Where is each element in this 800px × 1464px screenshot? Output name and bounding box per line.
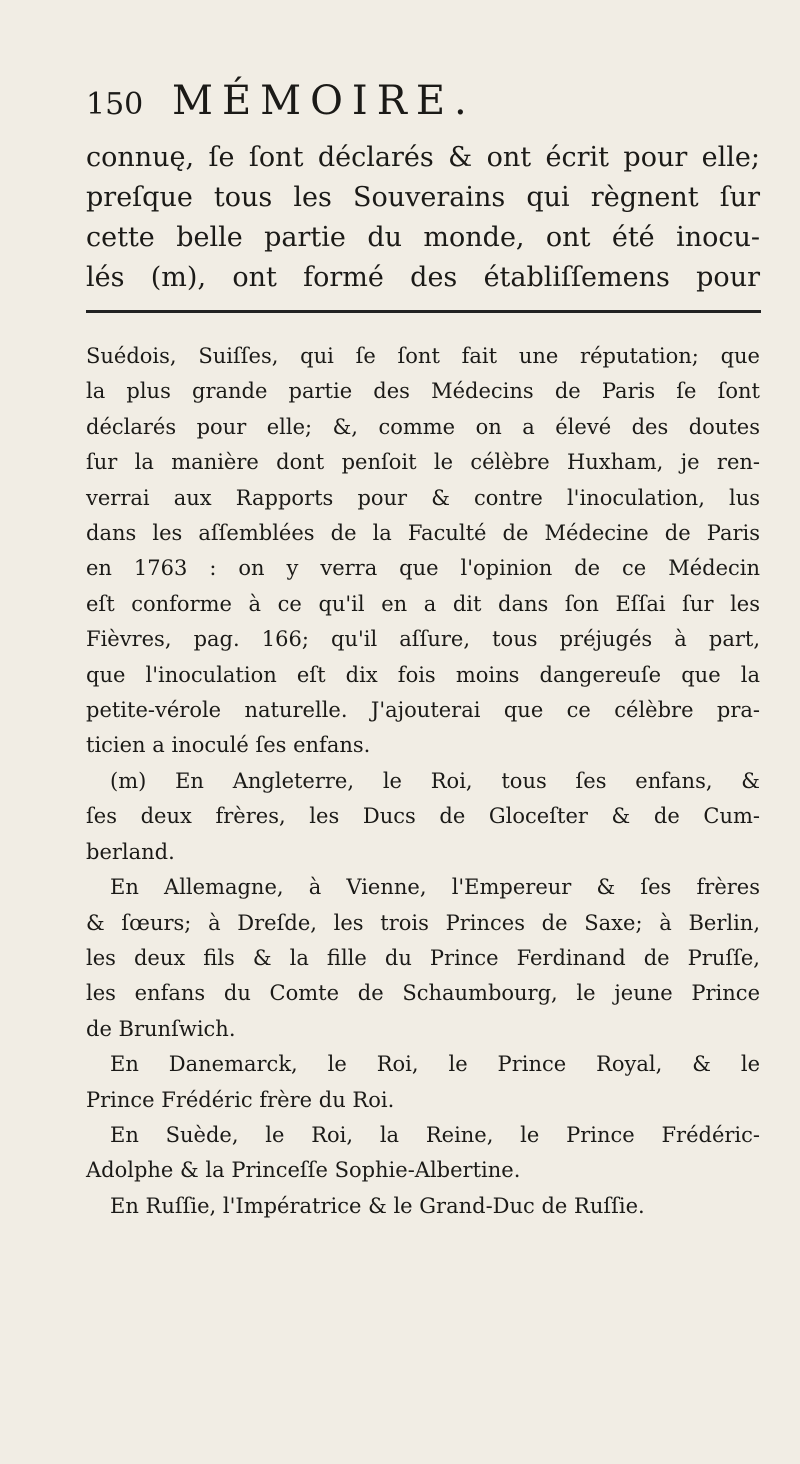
note-line: En Allemagne, à Vienne, l'Empereur & ſes frères [110, 875, 760, 900]
running-title: MÉMOIRE. [172, 78, 476, 124]
note-line: En Suède, le Roi, la Reine, le Prince Frédéric- [110, 1122, 760, 1147]
note-line: Suédois, Suiſſes, qui ſe ſont fait une réputation; que [86, 344, 760, 368]
footnote-paragraph [86, 1189, 760, 1224]
text-line: connuę, ſe ſont déclarés & ont écrit pour elle; [86, 142, 760, 173]
note-line: (m) En Angleterre, le Roi, tous ſes enfans, & [110, 768, 760, 793]
note-line: déclarés pour elle; &, comme on a élevé des doutes [86, 414, 760, 439]
text-line: preſque tous les Souverains qui règnent ſur [86, 182, 760, 213]
footnotes [86, 339, 760, 1224]
note-line: eſt conforme à ce qu'il en a dit dans ſon Eſſai ſur les [86, 591, 760, 616]
note-line: berland. [86, 839, 175, 864]
footnote-paragraph [86, 1047, 760, 1118]
note-line: Adolphe & la Princeſſe Sophie-Albertine. [86, 1158, 521, 1183]
note-line: les enfans du Comte de Schaumbourg, le jeune Prince [86, 981, 760, 1006]
running-head [86, 78, 760, 124]
footnote-paragraph [86, 764, 760, 870]
note-line: les deux fils & la fille du Prince Ferdinand de Pruſſe, [86, 945, 760, 970]
footnote-paragraph [86, 1118, 760, 1189]
note-line: que l'inoculation eſt dix fois moins dangereuſe que la [86, 662, 760, 687]
note-line: en 1763 : on y verra que l'opinion de ce Médecin [86, 556, 760, 581]
footnote-paragraph [86, 870, 760, 1047]
text-line: lés (m), ont formé des établiſſemens pour [86, 262, 760, 293]
note-line: ſur la manière dont penſoit le célèbre Huxham, je ren- [86, 450, 760, 475]
note-line: En Ruſſie, l'Impératrice & le Grand-Duc de Ruſſie. [110, 1193, 645, 1218]
note-line: de Brunſwich. [86, 1016, 236, 1041]
note-line: dans les aſſemblées de la Faculté de Médecine de Paris [86, 521, 760, 546]
note-line: petite-vérole naturelle. J'ajouterai que ce célèbre pra- [86, 698, 760, 723]
note-line: ticien a inoculé ſes enfans. [86, 733, 371, 758]
note-line: verrai aux Rapports pour & contre l'inoculation, lus [86, 485, 760, 510]
page-number: 150 [86, 87, 144, 122]
note-line: ſes deux frères, les Ducs de Gloceſter & de Cum- [86, 804, 760, 829]
footnote-rule [86, 310, 761, 313]
main-text [86, 138, 760, 298]
main-paragraph [86, 138, 760, 298]
note-line: & ſœurs; à Dreſde, les trois Princes de Saxe; à Berlin, [86, 910, 760, 935]
note-line: Prince Frédéric frère du Roi. [86, 1087, 395, 1112]
note-line: la plus grande partie des Médecins de Paris ſe ſont [86, 379, 760, 404]
text-line: cette belle partie du monde, ont été inocu- [86, 222, 760, 253]
note-line: En Danemarck, le Roi, le Prince Royal, & le [110, 1052, 760, 1077]
footnote-paragraph [86, 339, 760, 764]
note-line: Fièvres, pag. 166; qu'il aſſure, tous préjugés à part, [86, 627, 760, 652]
